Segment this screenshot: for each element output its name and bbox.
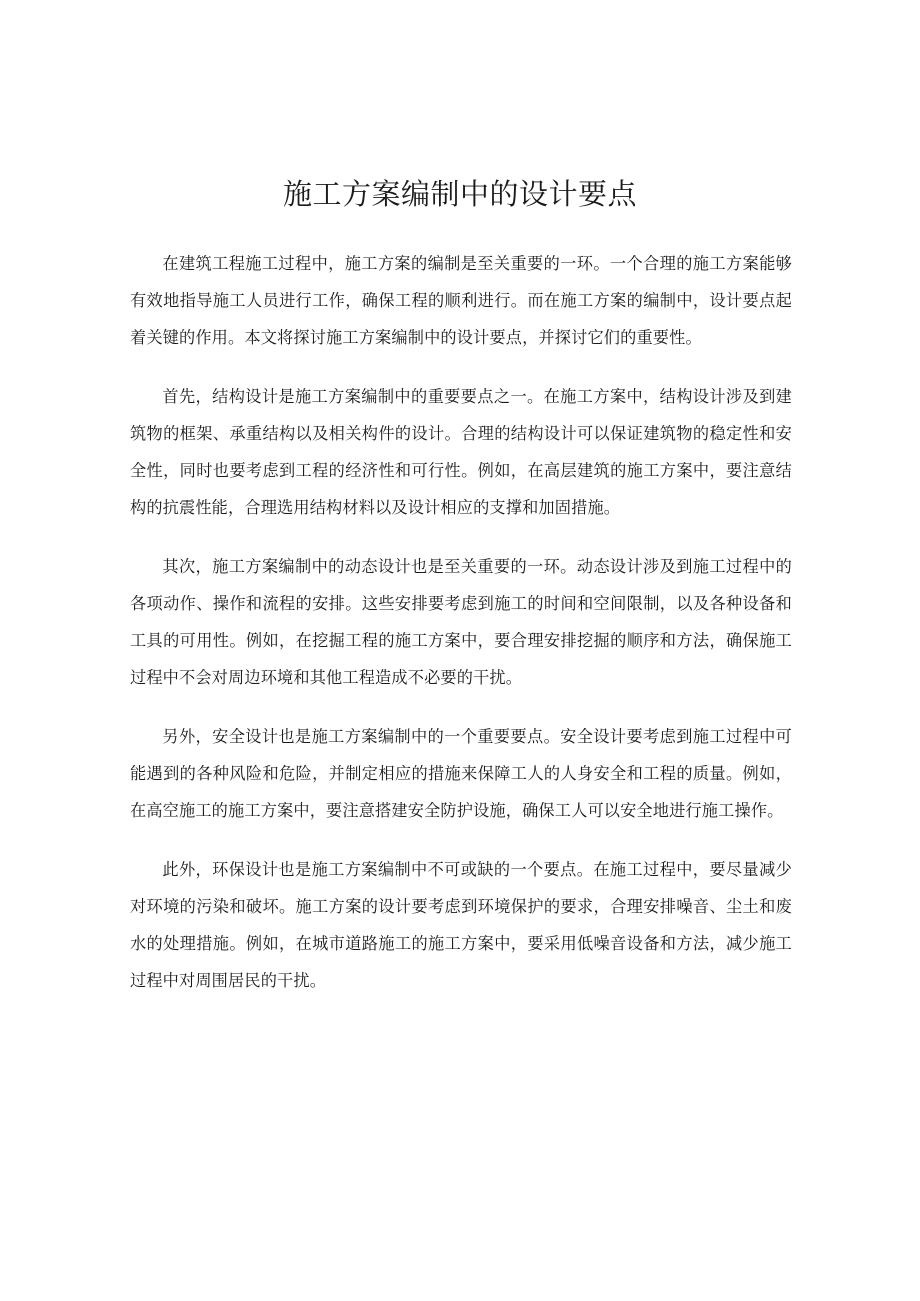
paragraph-environmental-design: 此外，环保设计也是施工方案编制中不可或缺的一个要点。在施工过程中，要尽量减少对环境的污染和破坏。施工方案的设计要考虑到环境保护的要求，合理安排噪音、尘土和废水的处理措施。例如，在城市道路施工的施工方案中，要采用低噪音设备和方法，减少施工过程中对周围居民的干扰。	[130, 860, 792, 990]
paragraph-structural-design: 首先，结构设计是施工方案编制中的重要要点之一。在施工方案中，结构设计涉及到建筑物的框架、承重结构以及相关构件的设计。合理的结构设计可以保证建筑物的稳定性和安全性，同时也要考虑到工程的经济性和可行性。例如，在高层建筑的施工方案中，要注意结构的抗震性能，合理选用结构材料以及设计相应的支撑和加固措施。	[130, 387, 792, 517]
document-title: 施工方案编制中的设计要点	[282, 177, 637, 211]
paragraph-dynamic-design: 其次，施工方案编制中的动态设计也是至关重要的一环。动态设计涉及到施工过程中的各项动作、操作和流程的安排。这些安排要考虑到施工的时间和空间限制，以及各种设备和工具的可用性。例如，在挖掘工程的施工方案中，要合理安排挖掘的顺序和方法，确保施工过程中不会对周边环境和其他工程造成不必要的干扰。	[130, 557, 792, 687]
paragraph-intro: 在建筑工程施工过程中，施工方案的编制是至关重要的一环。一个合理的施工方案能够有效地指导施工人员进行工作，确保工程的顺利进行。而在施工方案的编制中，设计要点起着关键的作用。本文将探讨施工方案编制中的设计要点，并探讨它们的重要性。	[130, 254, 792, 347]
document-body	[130, 245, 792, 1021]
paragraph-safety-design: 另外，安全设计也是施工方案编制中的一个重要要点。安全设计要考虑到施工过程中可能遇到的各种风险和危险，并制定相应的措施来保障工人的人身安全和工程的质量。例如，在高空施工的施工方案中，要注意搭建安全防护设施，确保工人可以安全地进行施工操作。	[130, 727, 792, 820]
